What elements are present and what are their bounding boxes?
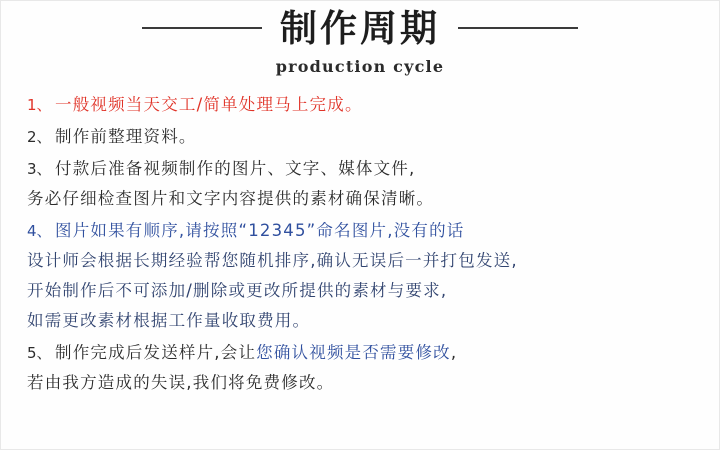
- list-item-number: 5、: [27, 343, 52, 362]
- list-item: [27, 90, 697, 120]
- document-header: [1, 1, 719, 76]
- list-item: [27, 122, 697, 152]
- list-item-number: 4、: [27, 221, 52, 240]
- title-row: [1, 6, 719, 50]
- list-item: [27, 154, 697, 214]
- list-item-number: 3、: [27, 159, 52, 178]
- list-item-line: 设计师会根据长期经验帮您随机排序,确认无误后一并打包发送,: [27, 250, 518, 270]
- list-item-body: [55, 90, 697, 120]
- line-highlight: 您确认视频是否需要修改: [256, 342, 451, 362]
- list-item-line: 务必仔细检查图片和文字内容提供的素材确保清晰。: [27, 188, 435, 208]
- list-item-line: 制作前整理资料。: [55, 126, 197, 146]
- line-suffix: ,: [450, 342, 458, 362]
- list-item-body: [27, 154, 697, 214]
- right-rule: [458, 27, 578, 29]
- list-item: [27, 216, 697, 336]
- list-item-line: 付款后准备视频制作的图片、文字、媒体文件,: [55, 158, 416, 178]
- clause-list: [1, 90, 719, 398]
- list-item-number: 1、: [27, 95, 52, 114]
- list-item-body: [55, 122, 697, 152]
- list-item-line: 开始制作后不可添加/删除或更改所提供的素材与要求,: [27, 280, 448, 300]
- list-item-line: 图片如果有顺序,请按照“12345”命名图片,没有的话: [55, 220, 465, 240]
- left-rule: [142, 27, 262, 29]
- line-prefix: 制作完成后发送样片,会让: [55, 342, 257, 362]
- page-subtitle: production cycle: [275, 56, 445, 76]
- list-item-line: 一般视频当天交工/简单处理马上完成。: [55, 94, 363, 114]
- list-item-line: [55, 338, 697, 368]
- list-item-body: [27, 338, 697, 398]
- list-item-body: [27, 216, 697, 336]
- page-title: 制作周期: [280, 6, 440, 50]
- list-item-line: 若由我方造成的失误,我们将免费修改。: [27, 372, 335, 392]
- list-item-number: 2、: [27, 127, 52, 146]
- list-item-line: 如需更改素材根据工作量收取费用。: [27, 310, 311, 330]
- list-item: [27, 338, 697, 398]
